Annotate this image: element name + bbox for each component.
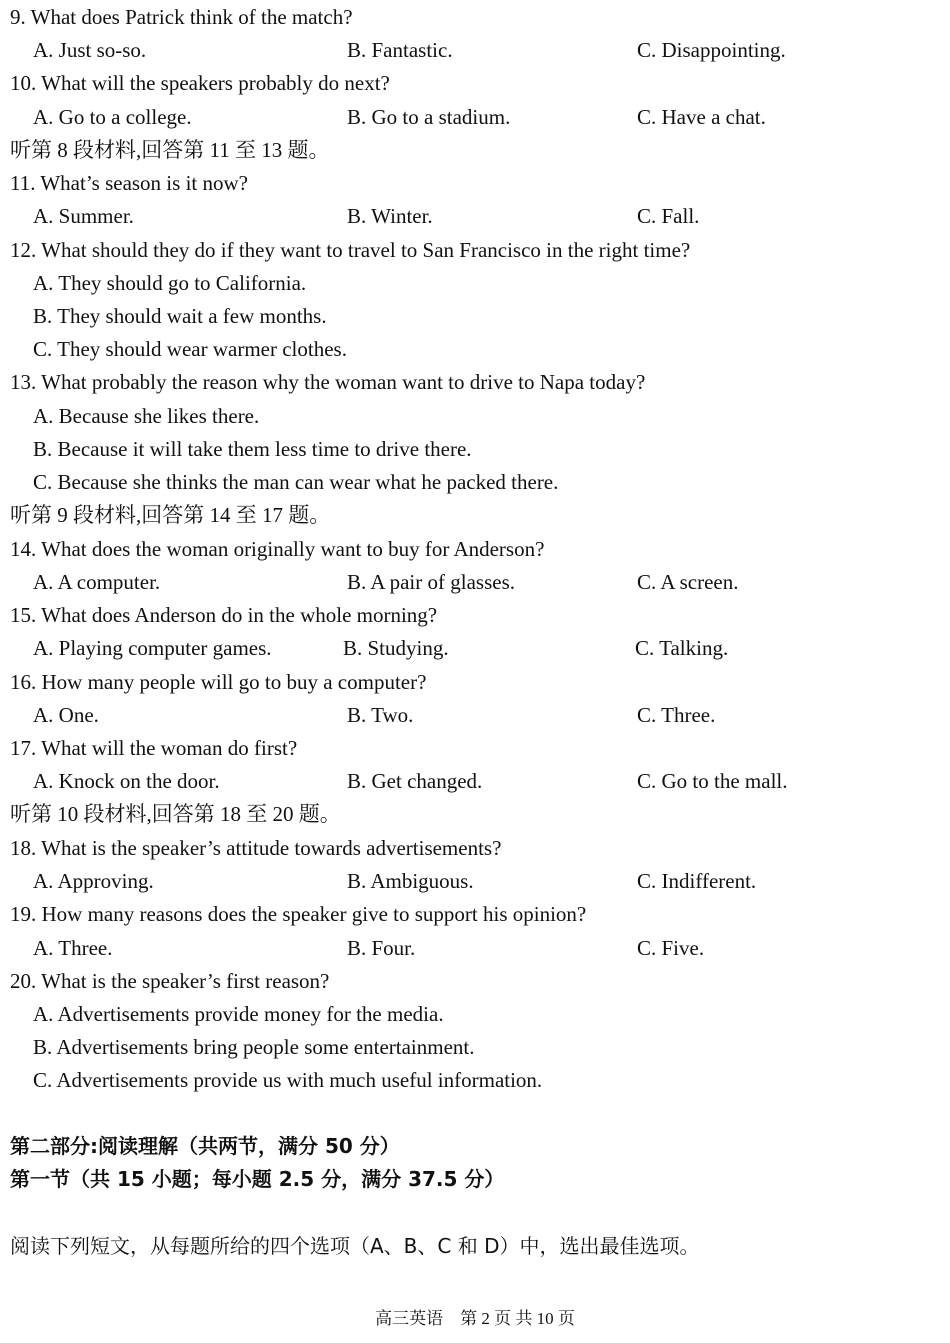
question-14-option-c: C. A screen.	[637, 570, 739, 594]
question-18-stem: 18. What is the speaker’s attitude towards advertisements?	[10, 836, 502, 860]
question-17-option-c: C. Go to the mall.	[637, 769, 788, 793]
question-13-option-c: C. Because she thinks the man can wear what he packed there.	[33, 470, 559, 494]
question-10-option-c: C. Have a chat.	[637, 105, 766, 129]
question-9-stem: 9. What does Patrick think of the match?	[10, 5, 353, 29]
question-10-stem: 10. What will the speakers probably do next?	[10, 71, 390, 95]
question-14-option-a: A. A computer.	[33, 570, 161, 594]
section-9-heading: 听第 9 段材料,回答第 14 至 17 题。	[10, 503, 331, 527]
section-8-heading: 听第 8 段材料,回答第 11 至 13 题。	[10, 138, 330, 162]
question-14-stem: 14. What does the woman originally want to buy for Anderson?	[10, 537, 545, 561]
question-18-option-a: A. Approving.	[33, 869, 154, 893]
question-20-option-c: C. Advertisements provide us with much useful information.	[33, 1068, 543, 1092]
part-2-title: 第二部分:阅读理解（共两节，满分 50 分）	[10, 1134, 400, 1158]
question-17-option-b: B. Get changed.	[347, 769, 483, 793]
page-footer: 高三英语 第 2 页 共 10 页	[375, 1309, 575, 1328]
question-15-option-a: A. Playing computer games.	[33, 636, 272, 660]
question-17-stem: 17. What will the woman do first?	[10, 736, 298, 760]
question-12-option-b: B. They should wait a few months.	[33, 304, 327, 328]
question-19-option-c: C. Five.	[637, 936, 705, 960]
question-17-option-a: A. Knock on the door.	[33, 769, 220, 793]
question-11-stem: 11. What’s season is it now?	[10, 171, 248, 195]
question-15-option-c: C. Talking.	[635, 636, 729, 660]
question-10-option-a: A. Go to a college.	[33, 105, 192, 129]
question-20-option-a: A. Advertisements provide money for the media.	[33, 1002, 444, 1026]
question-20-stem: 20. What is the speaker’s first reason?	[10, 969, 330, 993]
question-14-option-b: B. A pair of glasses.	[347, 570, 515, 594]
question-19-option-a: A. Three.	[33, 936, 113, 960]
question-15-stem: 15. What does Anderson do in the whole morning?	[10, 603, 438, 627]
question-12-option-c: C. They should wear warmer clothes.	[33, 337, 347, 361]
part-2-section-1-title: 第一节（共 15 小题；每小题 2.5 分，满分 37.5 分）	[10, 1167, 505, 1191]
question-20-option-b: B. Advertisements bring people some entertainment.	[33, 1035, 475, 1059]
question-9-option-c: C. Disappointing.	[637, 38, 786, 62]
question-13-option-b: B. Because it will take them less time to drive there.	[33, 437, 472, 461]
question-12-stem: 12. What should they do if they want to travel to San Francisco in the right time?	[10, 238, 691, 262]
question-16-option-b: B. Two.	[347, 703, 414, 727]
question-9-option-b: B. Fantastic.	[347, 38, 453, 62]
question-16-stem: 16. How many people will go to buy a computer?	[10, 670, 427, 694]
question-10-option-b: B. Go to a stadium.	[347, 105, 511, 129]
question-19-stem: 19. How many reasons does the speaker give to support his opinion?	[10, 902, 587, 926]
reading-instruction: 阅读下列短文，从每题所给的四个选项（A、B、C 和 D）中，选出最佳选项。	[10, 1234, 700, 1258]
question-11-option-b: B. Winter.	[347, 204, 433, 228]
question-16-option-c: C. Three.	[637, 703, 716, 727]
question-16-option-a: A. One.	[33, 703, 99, 727]
question-19-option-b: B. Four.	[347, 936, 416, 960]
question-9-option-a: A. Just so-so.	[33, 38, 147, 62]
question-13-stem: 13. What probably the reason why the woman want to drive to Napa today?	[10, 370, 646, 394]
question-18-option-c: C. Indifferent.	[637, 869, 757, 893]
question-18-option-b: B. Ambiguous.	[347, 869, 474, 893]
question-12-option-a: A. They should go to California.	[33, 271, 307, 295]
question-11-option-a: A. Summer.	[33, 204, 134, 228]
question-11-option-c: C. Fall.	[637, 204, 700, 228]
question-15-option-b: B. Studying.	[343, 636, 449, 660]
question-13-option-a: A. Because she likes there.	[33, 404, 260, 428]
section-10-heading: 听第 10 段材料,回答第 18 至 20 题。	[10, 802, 341, 826]
